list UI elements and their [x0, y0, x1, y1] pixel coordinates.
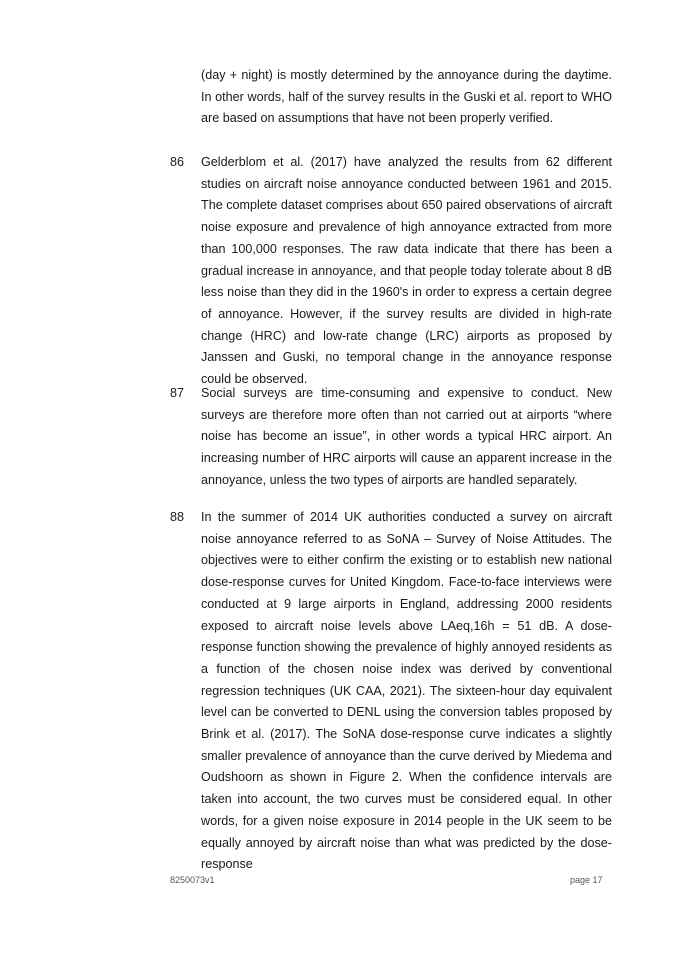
footer-document-id: 8250073v1 [170, 875, 215, 885]
paragraph-text: Social surveys are time-consuming and expensive to conduct. New surveys are therefore more often than not carried out at airports “where noise has become an issue”, in other words a typical HRC airport. An increasing number of HRC airports will cause an apparent increase in the annoyance, unless the two types of airports are handled separately. [201, 386, 612, 487]
footer-page-number: page 17 [570, 875, 603, 885]
paragraph-number: 86 [170, 155, 185, 169]
paragraph-number: 87 [170, 386, 185, 400]
paragraph-text: In the summer of 2014 UK authorities conducted a survey on aircraft noise annoyance referred to as SoNA – Survey of Noise Attitudes. The objectives were to either confirm the existing or to establish new national dose-response curves for United Kingdom. Face-to-face interviews were conducted at 9 large airports in England, addressing 2000 residents exposed to aircraft noise levels above LAeq,16h = 51 dB. A dose-response function showing the prevalence of highly annoyed residents as a function of the chosen noise index was derived by conventional regression techniques (UK CAA, 2021). The sixteen-hour day equivalent level can be converted to DENL using the conversion tables proposed by Brink et al. (2017). The SoNA dose-response curve indicates a slightly smaller prevalence of annoyance than the curve derived by Miedema and Oudshoorn as shown in Figure 2. When the confidence intervals are taken into account, the two curves must be considered equal. In other words, for a given noise exposure in 2014 people in the UK seem to be equally annoyed by aircraft noise than what was predicted by the dose-response [201, 510, 612, 872]
paragraph-number: 88 [170, 510, 185, 524]
paragraph-text: Gelderblom et al. (2017) have analyzed the results from 62 different studies on aircraft noise annoyance conducted between 1961 and 2015. The complete dataset comprises about 650 paired observations of aircraft noise exposure and prevalence of high annoyance extracted from more than 100,000 responses. The raw data indicate that there has been a gradual increase in annoyance, and that people today tolerate about 8 dB less noise than they did in the 1960's in order to express a certain degree of annoyance. However, if the survey results are divided in high-rate change (HRC) and low-rate change (LRC) airports as proposed by Janssen and Guski, no temporal change in the annoyance response could be observed. [201, 155, 612, 387]
continuation-paragraph: (day + night) is mostly determined by the annoyance during the daytime. In other words, half of the survey results in the Guski et al. report to WHO are based on assumptions that have not been properly verified. [201, 68, 612, 126]
